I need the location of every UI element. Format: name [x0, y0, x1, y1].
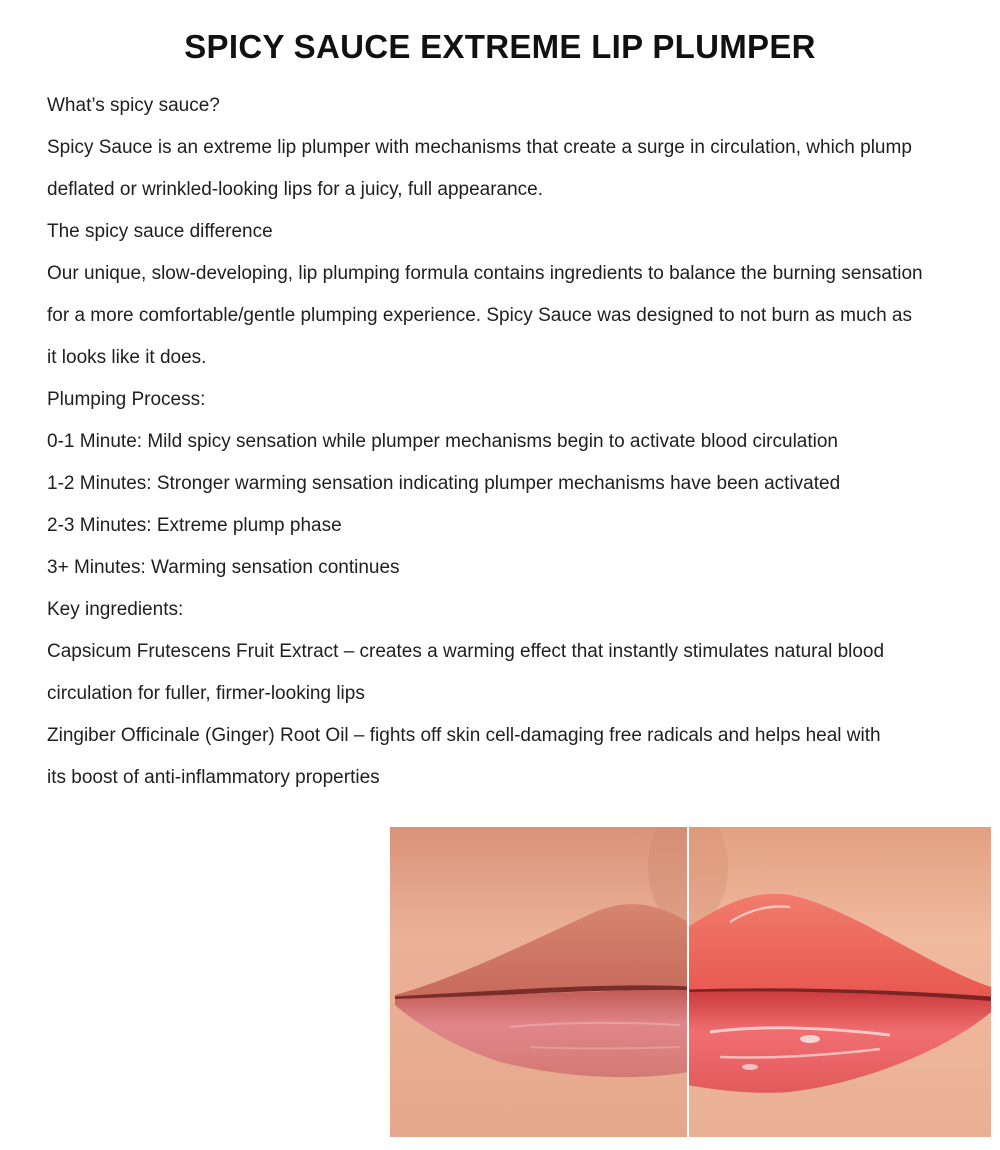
ingredient-ginger-line-1: Zingiber Officinale (Ginger) Root Oil – fights off skin cell-damaging free radicals and helps heal with [47, 725, 881, 746]
paragraph-difference-line-3: it looks like it does. [47, 347, 207, 368]
process-step-1: 0-1 Minute: Mild spicy sensation while plumper mechanisms begin to activate blood circulation [47, 431, 838, 452]
paragraph-process-heading: Plumping Process: [47, 389, 206, 410]
process-step-4: 3+ Minutes: Warming sensation continues [47, 557, 400, 578]
paragraph-difference-line-2: for a more comfortable/gentle plumping experience. Spicy Sauce was designed to not burn as much as [47, 305, 912, 326]
page-title: SPICY SAUCE EXTREME LIP PLUMPER [184, 28, 816, 65]
paragraph-ingredients-heading: Key ingredients: [47, 599, 184, 620]
description-text [47, 85, 982, 799]
paragraph-description-line-2: deflated or wrinkled-looking lips for a juicy, full appearance. [47, 179, 544, 200]
ingredient-ginger-line-2: its boost of anti-inflammatory properties [47, 767, 380, 788]
ingredient-capsicum-line-2: circulation for fuller, firmer-looking lips [47, 683, 365, 704]
process-step-2: 1-2 Minutes: Stronger warming sensation indicating plumper mechanisms have been activated [47, 473, 841, 494]
paragraph-difference-heading: The spicy sauce difference [47, 221, 273, 242]
paragraph-difference-line-1: Our unique, slow-developing, lip plumping formula contains ingredients to balance the burning sensation [47, 263, 923, 284]
paragraph-description-line-1: Spicy Sauce is an extreme lip plumper with mechanisms that create a surge in circulation, which plump [47, 137, 912, 158]
lips-before-after-photo [390, 827, 991, 1137]
process-step-3: 2-3 Minutes: Extreme plump phase [47, 515, 342, 536]
paragraph-whats-spicy-sauce: What’s spicy sauce? [47, 95, 220, 116]
ingredient-capsicum-line-1: Capsicum Frutescens Fruit Extract – creates a warming effect that instantly stimulates natural blood [47, 641, 885, 662]
